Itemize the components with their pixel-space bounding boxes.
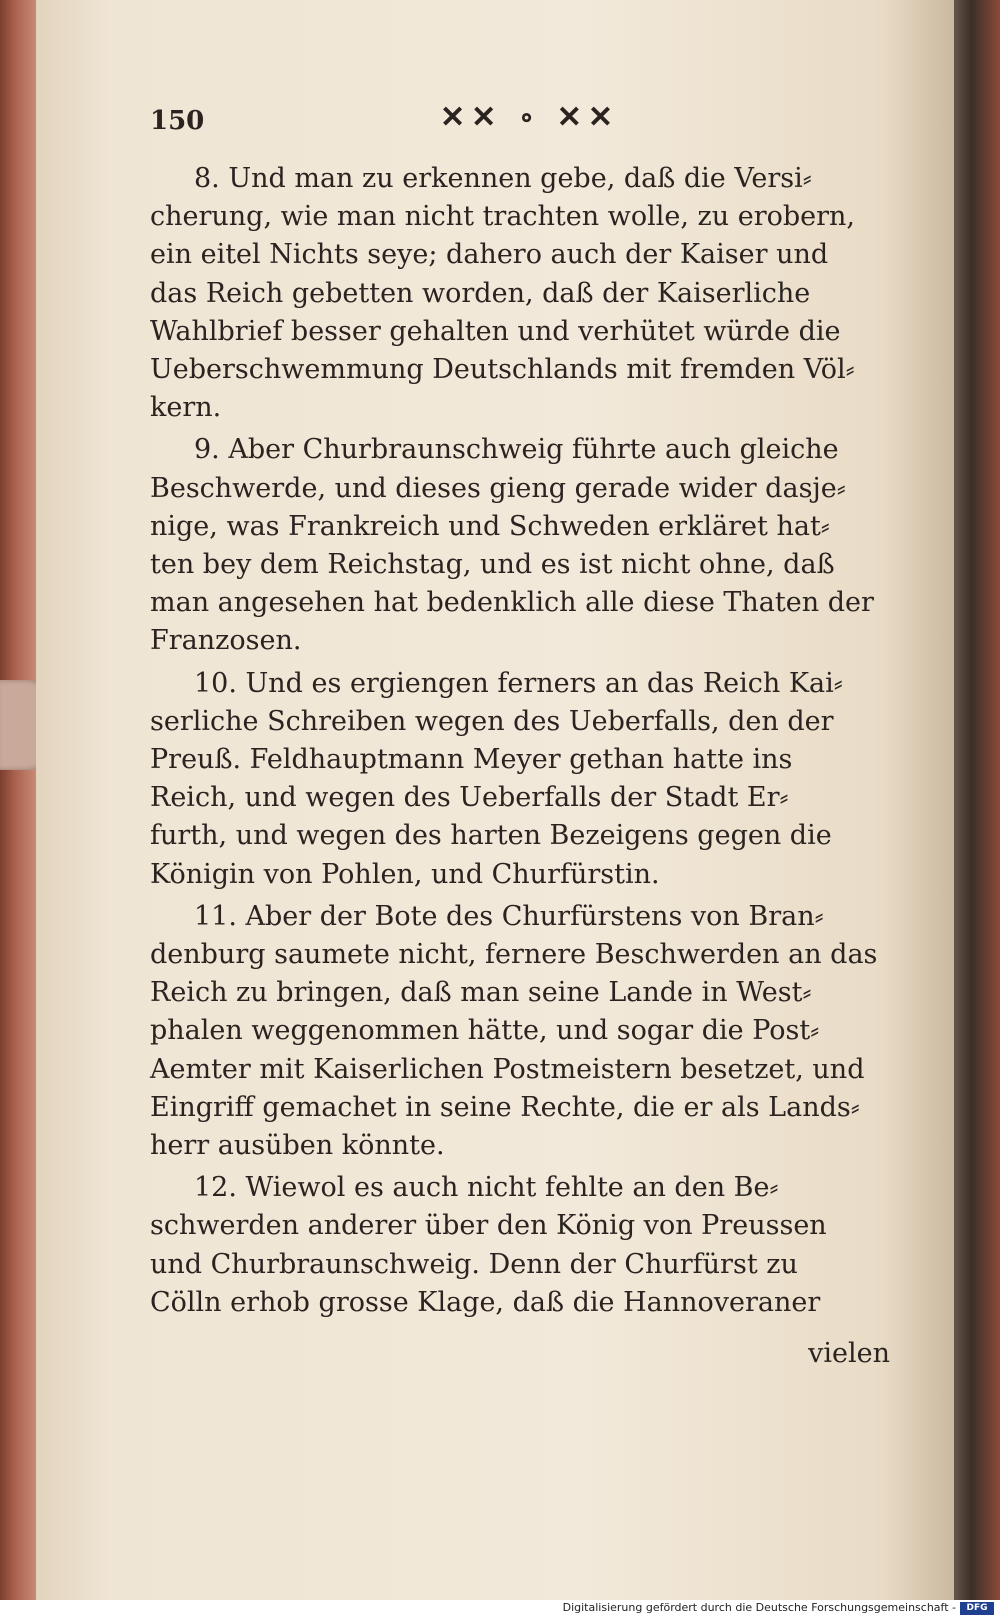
paragraph-12 (150, 1169, 890, 1322)
text-line: furth, und wegen des harten Bezeigens gegen die (150, 820, 832, 852)
text-line: Königin von Pohlen, und Churfürstin. (150, 858, 660, 890)
catchword: vielen (808, 1338, 890, 1369)
body-text (150, 160, 890, 1326)
text-line: phalen weggenommen hätte, und sogar die Post⸗ (150, 1015, 820, 1047)
dfg-logo: DFG (960, 1602, 994, 1615)
text-line: Beschwerde, und dieses gieng gerade wider dasje⸗ (150, 472, 846, 504)
text-line: 9. Aber Churbraunschweig führte auch gleiche (194, 434, 839, 466)
text-line: 10. Und es ergiengen ferners an das Reich Kai⸗ (194, 667, 843, 699)
text-line: schwerden anderer über den König von Preussen (150, 1210, 827, 1242)
paragraph-8 (150, 160, 890, 427)
text-line: Ueberschwemmung Deutschlands mit fremden Völ⸗ (150, 354, 855, 386)
footer-credit: Digitalisierung gefördert durch die Deutsche Forschungsgemeinschaft - (562, 1601, 956, 1614)
text-line: Reich, und wegen des Ueberfalls der Stadt Er⸗ (150, 782, 789, 814)
text-line: ten bey dem Reichstag, und es ist nicht ohne, daß (150, 549, 835, 581)
text-line: Wahlbrief besser gehalten und verhütet würde die (150, 315, 841, 347)
text-line: 11. Aber der Bote des Churfürstens von Bran⸗ (194, 900, 824, 932)
text-line: ein eitel Nichts seye; dahero auch der Kaiser und (150, 239, 829, 271)
text-line: serliche Schreiben wegen des Ueberfalls, den der (150, 705, 834, 737)
text-line: cherung, wie man nicht trachten wolle, zu erobern, (150, 201, 855, 233)
text-line: Reich zu bringen, daß man seine Lande in West⸗ (150, 977, 812, 1009)
paragraph-11 (150, 898, 890, 1165)
text-line: Preuß. Feldhauptmann Meyer gethan hatte ins (150, 744, 793, 776)
text-line: Franzosen. (150, 625, 302, 657)
text-line: herr ausüben könnte. (150, 1130, 445, 1162)
text-line: 8. Und man zu erkennen gebe, daß die Versi⸗ (194, 163, 812, 194)
text-line: Aemter mit Kaiserlichen Postmeistern besetzet, und (150, 1053, 865, 1085)
paragraph-10 (150, 665, 890, 894)
text-line: und Churbraunschweig. Denn der Churfürst zu (150, 1248, 798, 1280)
book-gutter-shadow (952, 0, 1000, 1617)
text-line: man angesehen hat bedenklich alle diese Thaten der (150, 587, 874, 619)
text-line: nige, was Frankreich und Schweden erkläret hat⸗ (150, 510, 830, 542)
header-ornament: ✕✕ ∘ ✕✕ (440, 100, 619, 135)
text-line: kern. (150, 392, 222, 424)
text-line: Cölln erhob grosse Klage, daß die Hannoveraner (150, 1286, 821, 1318)
text-line: das Reich gebetten worden, daß der Kaiserliche (150, 277, 811, 309)
book-left-edge (0, 0, 36, 1617)
text-line: denburg saumete nicht, fernere Beschwerden an das (150, 939, 878, 971)
text-line: 12. Wiewol es auch nicht fehlte an den Be⸗ (194, 1172, 779, 1204)
page-header (150, 100, 910, 150)
text-line: Eingriff gemachet in seine Rechte, die er als Lands⸗ (150, 1091, 860, 1123)
digitization-footer (0, 1600, 1000, 1617)
paragraph-9 (150, 431, 890, 660)
page-number: 150 (150, 106, 205, 136)
